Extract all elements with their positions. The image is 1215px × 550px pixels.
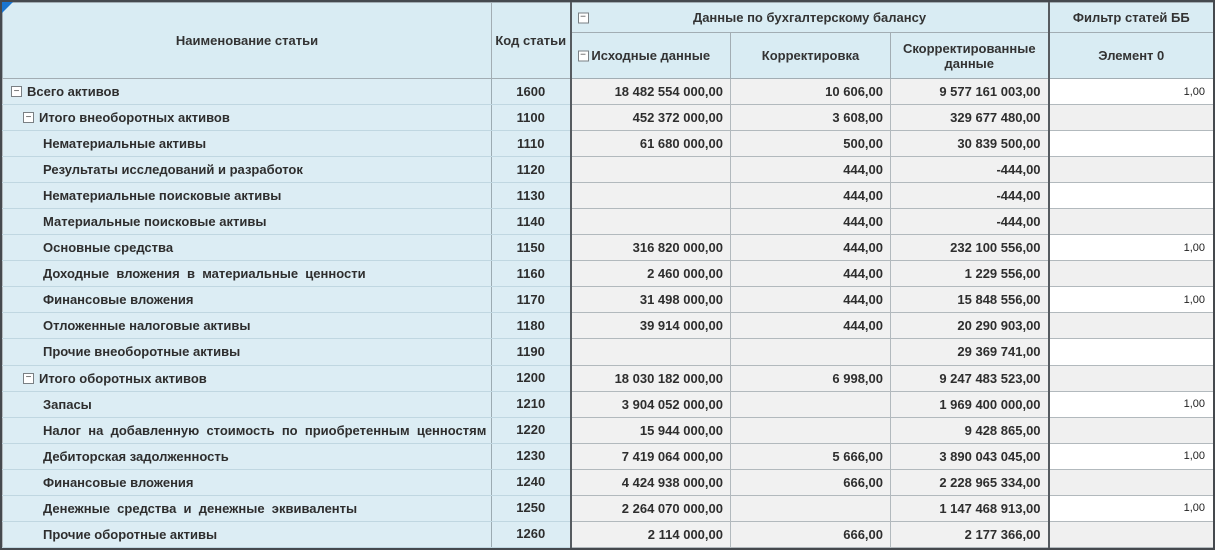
row-code-cell bbox=[492, 105, 571, 131]
adjusted-value-cell: 232 100 556,00 bbox=[891, 235, 1049, 261]
row-label-cell[interactable] bbox=[3, 521, 492, 547]
source-value-cell bbox=[571, 209, 731, 235]
table-row bbox=[3, 495, 1214, 521]
adjustment-value-cell: 3 608,00 bbox=[731, 105, 891, 131]
adjusted-value-cell: 1 229 556,00 bbox=[891, 261, 1049, 287]
adjustment-value-cell: 444,00 bbox=[731, 209, 891, 235]
filter-element-cell[interactable]: 1,00 bbox=[1049, 235, 1214, 261]
row-code-cell bbox=[492, 469, 571, 495]
adjusted-value-cell: 9 428 865,00 bbox=[891, 417, 1049, 443]
row-code-cell bbox=[492, 131, 571, 157]
column-group-filter: Фильтр статей ББ bbox=[1049, 3, 1214, 33]
row-code: 1120 bbox=[516, 161, 545, 177]
source-value-cell: 39 914 000,00 bbox=[571, 313, 731, 339]
source-value-cell bbox=[571, 183, 731, 209]
row-label: Дебиторская задолженность bbox=[43, 448, 229, 464]
table-row bbox=[3, 105, 1214, 131]
adjusted-value-cell: 29 369 741,00 bbox=[891, 339, 1049, 365]
filter-element-cell bbox=[1049, 417, 1214, 443]
adjusted-value-cell: 3 890 043 045,00 bbox=[891, 443, 1049, 469]
row-code-cell bbox=[492, 183, 571, 209]
row-label-cell[interactable] bbox=[3, 105, 492, 131]
adjustment-value-cell bbox=[731, 417, 891, 443]
adjustment-value-cell: 666,00 bbox=[731, 469, 891, 495]
column-group-balance-label: Данные по бухгалтерскому балансу bbox=[692, 10, 927, 25]
row-label-cell[interactable] bbox=[3, 365, 492, 391]
source-value-cell: 7 419 064 000,00 bbox=[571, 443, 731, 469]
table-row bbox=[3, 287, 1214, 313]
row-code-cell bbox=[492, 209, 571, 235]
row-code: 1180 bbox=[516, 317, 545, 333]
source-value-cell bbox=[571, 157, 731, 183]
row-label-cell[interactable] bbox=[3, 79, 492, 105]
row-code-cell bbox=[492, 443, 571, 469]
column-header-code: Код статьи bbox=[492, 3, 571, 79]
row-label: Нематериальные поисковые активы bbox=[43, 188, 282, 204]
adjustment-value-cell: 444,00 bbox=[731, 235, 891, 261]
source-value-cell: 18 030 182 000,00 bbox=[571, 365, 731, 391]
column-header-source-label: Исходные данные bbox=[591, 48, 711, 63]
filter-element-cell[interactable]: 1,00 bbox=[1049, 287, 1214, 313]
row-label: Прочие оборотные активы bbox=[43, 526, 218, 542]
filter-element-cell bbox=[1049, 105, 1214, 131]
table-row bbox=[3, 521, 1214, 547]
row-label: Прочие внеоборотные активы bbox=[43, 344, 241, 360]
row-label-cell[interactable] bbox=[3, 495, 492, 521]
source-value-cell: 452 372 000,00 bbox=[571, 105, 731, 131]
column-header-adjustment: Корректировка bbox=[731, 33, 891, 79]
collapse-icon[interactable]: − bbox=[23, 373, 34, 384]
filter-element-cell[interactable]: 1,00 bbox=[1049, 79, 1214, 105]
row-label: Финансовые вложения bbox=[43, 474, 194, 490]
row-code: 1170 bbox=[516, 291, 545, 307]
source-value-cell: 18 482 554 000,00 bbox=[571, 79, 731, 105]
row-label-cell[interactable] bbox=[3, 469, 492, 495]
row-label-cell[interactable] bbox=[3, 131, 492, 157]
row-label-cell[interactable] bbox=[3, 157, 492, 183]
row-code: 1110 bbox=[517, 135, 545, 151]
adjusted-value-cell: 1 969 400 000,00 bbox=[891, 391, 1049, 417]
row-code: 1220 bbox=[516, 422, 546, 438]
table-row bbox=[3, 183, 1214, 209]
adjustment-value-cell: 444,00 bbox=[731, 183, 891, 209]
row-code: 1200 bbox=[516, 370, 546, 386]
row-label: Материальные поисковые активы bbox=[43, 214, 267, 230]
source-value-cell: 2 460 000,00 bbox=[571, 261, 731, 287]
column-group-balance-data bbox=[571, 3, 1049, 33]
adjusted-value-cell: -444,00 bbox=[891, 157, 1049, 183]
table-row bbox=[3, 391, 1214, 417]
collapse-icon[interactable]: − bbox=[578, 50, 589, 61]
row-code: 1160 bbox=[516, 265, 545, 281]
row-code-cell bbox=[492, 521, 571, 547]
row-label: Итого оборотных активов bbox=[39, 370, 207, 386]
source-value-cell: 31 498 000,00 bbox=[571, 287, 731, 313]
source-value-cell: 61 680 000,00 bbox=[571, 131, 731, 157]
row-code: 1600 bbox=[516, 83, 546, 99]
adjusted-value-cell: 329 677 480,00 bbox=[891, 105, 1049, 131]
table-row bbox=[3, 235, 1214, 261]
adjusted-value-cell: 2 177 366,00 bbox=[891, 521, 1049, 547]
table-row bbox=[3, 131, 1214, 157]
filter-element-cell[interactable] bbox=[1049, 183, 1214, 209]
source-value-cell: 4 424 938 000,00 bbox=[571, 469, 731, 495]
table-row bbox=[3, 157, 1214, 183]
column-header-source bbox=[571, 33, 731, 79]
row-code: 1250 bbox=[516, 500, 546, 516]
row-code: 1150 bbox=[516, 239, 545, 255]
row-label: Итого внеоборотных активов bbox=[39, 110, 230, 126]
row-label-cell[interactable] bbox=[3, 339, 492, 365]
row-code-cell bbox=[492, 365, 571, 391]
adjustment-value-cell: 444,00 bbox=[731, 313, 891, 339]
row-label-cell[interactable] bbox=[3, 235, 492, 261]
row-label: Денежные средства и денежные эквиваленты bbox=[43, 500, 358, 516]
row-code: 1130 bbox=[516, 187, 545, 203]
row-label-cell[interactable] bbox=[3, 261, 492, 287]
adjusted-value-cell: -444,00 bbox=[891, 209, 1049, 235]
adjustment-value-cell: 6 998,00 bbox=[731, 365, 891, 391]
table-row bbox=[3, 261, 1214, 287]
source-value-cell bbox=[571, 339, 731, 365]
selection-corner-marker-icon bbox=[2, 2, 13, 13]
adjusted-value-cell: 2 228 965 334,00 bbox=[891, 469, 1049, 495]
adjusted-value-cell: 15 848 556,00 bbox=[891, 287, 1049, 313]
row-label: Результаты исследований и разработок bbox=[43, 162, 303, 178]
row-code-cell bbox=[492, 339, 571, 365]
filter-element-cell[interactable]: 1,00 bbox=[1049, 495, 1214, 521]
filter-element-cell[interactable] bbox=[1049, 339, 1214, 365]
adjustment-value-cell bbox=[731, 339, 891, 365]
adjusted-value-cell: 1 147 468 913,00 bbox=[891, 495, 1049, 521]
filter-element-cell bbox=[1049, 261, 1214, 287]
row-label-cell[interactable] bbox=[3, 209, 492, 235]
row-label: Всего активов bbox=[27, 84, 120, 100]
filter-element-cell bbox=[1049, 209, 1214, 235]
row-code: 1190 bbox=[516, 343, 545, 359]
filter-element-cell[interactable]: 1,00 bbox=[1049, 391, 1214, 417]
row-label-cell[interactable] bbox=[3, 391, 492, 417]
adjusted-value-cell: -444,00 bbox=[891, 183, 1049, 209]
source-value-cell: 15 944 000,00 bbox=[571, 417, 731, 443]
column-header-name: Наименование статьи bbox=[3, 3, 492, 79]
filter-element-cell bbox=[1049, 157, 1214, 183]
row-label: Финансовые вложения bbox=[43, 292, 194, 308]
row-label-cell[interactable] bbox=[3, 313, 492, 339]
row-code: 1240 bbox=[516, 474, 546, 490]
row-code: 1140 bbox=[516, 213, 545, 229]
row-code-cell bbox=[492, 495, 571, 521]
row-label-cell[interactable] bbox=[3, 417, 492, 443]
filter-element-cell[interactable] bbox=[1049, 131, 1214, 157]
row-code: 1230 bbox=[516, 448, 546, 464]
row-code: 1260 bbox=[516, 526, 546, 542]
row-code-cell bbox=[492, 79, 571, 105]
row-code-cell bbox=[492, 261, 571, 287]
adjusted-value-cell: 20 290 903,00 bbox=[891, 313, 1049, 339]
table-row bbox=[3, 209, 1214, 235]
source-value-cell: 2 264 070 000,00 bbox=[571, 495, 731, 521]
table-row bbox=[3, 365, 1214, 391]
row-code-cell bbox=[492, 313, 571, 339]
row-label: Налог на добавленную стоимость по приобретенным ценностям bbox=[43, 422, 487, 438]
row-code-cell bbox=[492, 391, 571, 417]
adjustment-value-cell: 666,00 bbox=[731, 521, 891, 547]
column-header-adjusted: Скорректированные данные bbox=[891, 33, 1049, 79]
source-value-cell: 2 114 000,00 bbox=[571, 521, 731, 547]
row-code-cell bbox=[492, 157, 571, 183]
table-row bbox=[3, 339, 1214, 365]
grid-body bbox=[3, 79, 1214, 548]
row-label: Запасы bbox=[43, 396, 92, 412]
collapse-icon[interactable]: − bbox=[578, 12, 589, 23]
row-label: Основные средства bbox=[43, 240, 174, 256]
table-header bbox=[3, 3, 1214, 79]
adjusted-value-cell: 9 247 483 523,00 bbox=[891, 365, 1049, 391]
adjustment-value-cell: 5 666,00 bbox=[731, 443, 891, 469]
adjusted-value-cell: 9 577 161 003,00 bbox=[891, 79, 1049, 105]
filter-element-cell bbox=[1049, 521, 1214, 547]
table-row bbox=[3, 79, 1214, 105]
column-header-filter-element: Элемент 0 bbox=[1049, 33, 1214, 79]
row-code-cell bbox=[492, 287, 571, 313]
row-label-cell[interactable] bbox=[3, 183, 492, 209]
filter-element-cell[interactable]: 1,00 bbox=[1049, 443, 1214, 469]
adjustment-value-cell: 444,00 bbox=[731, 261, 891, 287]
filter-element-cell bbox=[1049, 313, 1214, 339]
row-label: Нематериальные активы bbox=[43, 136, 207, 152]
row-code: 1100 bbox=[516, 109, 545, 125]
adjustment-value-cell: 10 606,00 bbox=[731, 79, 891, 105]
table-row bbox=[3, 313, 1214, 339]
row-label-cell[interactable] bbox=[3, 443, 492, 469]
balance-table bbox=[2, 2, 1214, 548]
adjustment-value-cell: 500,00 bbox=[731, 131, 891, 157]
row-label: Доходные вложения в материальные ценности bbox=[43, 266, 366, 282]
row-code: 1210 bbox=[516, 396, 546, 412]
filter-element-cell bbox=[1049, 469, 1214, 495]
adjustment-value-cell: 444,00 bbox=[731, 157, 891, 183]
collapse-icon[interactable]: − bbox=[23, 112, 34, 123]
adjustment-value-cell bbox=[731, 391, 891, 417]
source-value-cell: 316 820 000,00 bbox=[571, 235, 731, 261]
source-value-cell: 3 904 052 000,00 bbox=[571, 391, 731, 417]
row-label-cell[interactable] bbox=[3, 287, 492, 313]
filter-element-cell bbox=[1049, 365, 1214, 391]
row-code-cell bbox=[492, 417, 571, 443]
row-label: Отложенные налоговые активы bbox=[43, 318, 251, 334]
row-code-cell bbox=[492, 235, 571, 261]
table-row bbox=[3, 417, 1214, 443]
adjustment-value-cell: 444,00 bbox=[731, 287, 891, 313]
adjusted-value-cell: 30 839 500,00 bbox=[891, 131, 1049, 157]
adjustment-value-cell bbox=[731, 495, 891, 521]
table-row bbox=[3, 443, 1214, 469]
collapse-icon[interactable]: − bbox=[11, 86, 22, 97]
table-row bbox=[3, 469, 1214, 495]
